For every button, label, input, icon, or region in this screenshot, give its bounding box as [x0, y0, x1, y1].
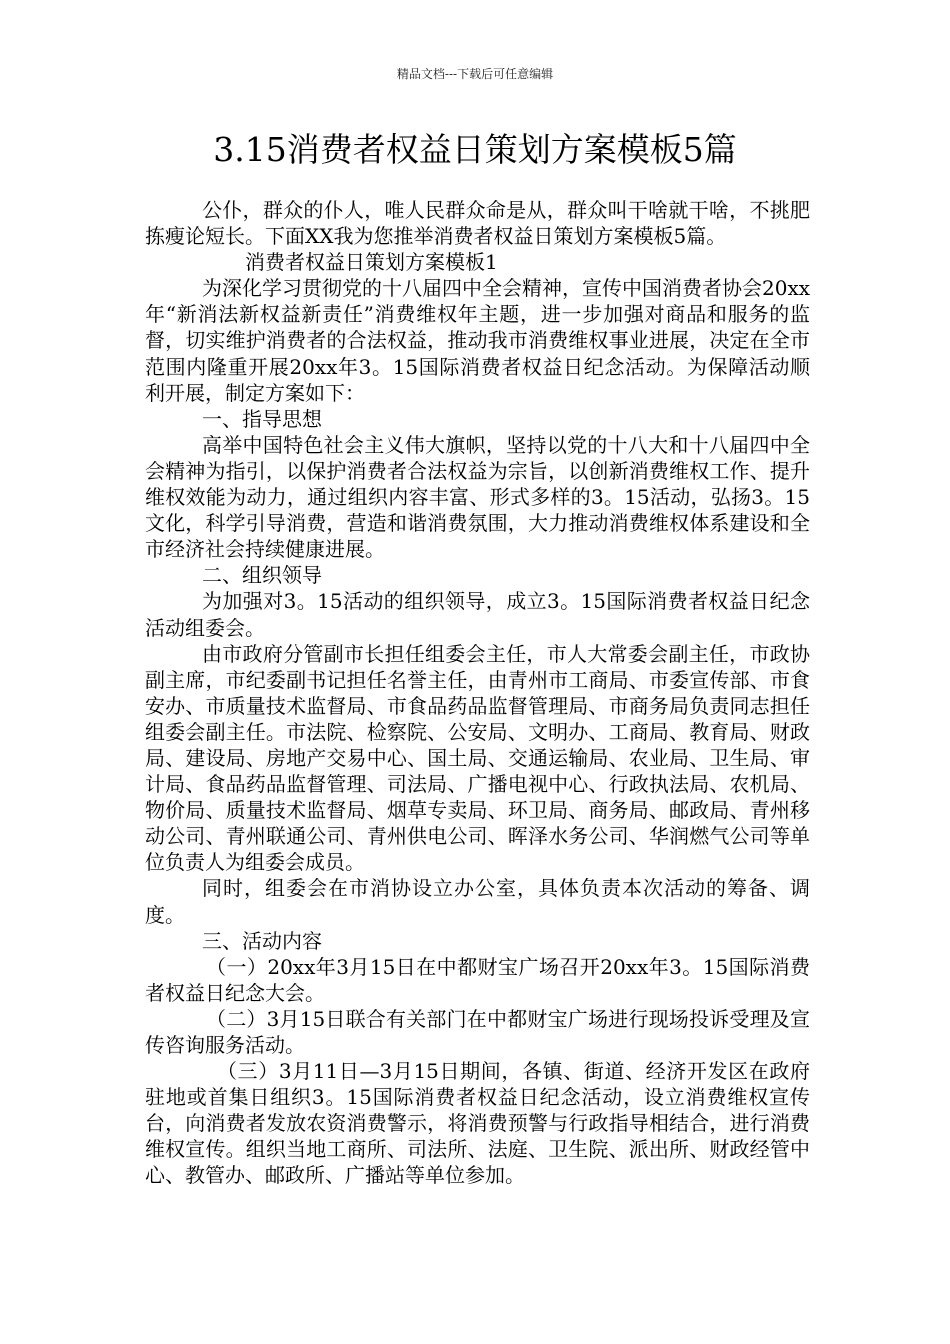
body-paragraph-guiding-ideology: 高举中国特色社会主义伟大旗帜，坚持以党的十八大和十八届四中全会精神为指引，以保护消费者合法权益为宗旨，以创新消费维权工作、提升维权效能为动力，通过组织内容丰富、形式多样的3。15活动，弘扬3。15文化，科学引导消费，营造和谐消费氛围，大力推动消费维权体系建设和全市经济社会持续健康进展。: [145, 432, 810, 562]
body-paragraph-committee: 为加强对3。15活动的组织领导，成立3。15国际消费者权益日纪念活动组委会。: [145, 589, 810, 640]
body-paragraph-office: 同时，组委会在市消协设立办公室，具体负责本次活动的筹备、调度。: [145, 876, 810, 927]
section-subtitle-template-1: 消费者权益日策划方案模板1: [245, 250, 498, 275]
section-heading-organization: 二、组织领导: [202, 563, 322, 588]
body-paragraph-committee-members: 由市政府分管副市长担任组委会主任，市人大常委会副主任，市政协副主席，市纪委副书记担任名誉主任，由青州市工商局、市委宣传部、市食安办、市质量技术监督局、市食品药品监督管理局、市商务局负责同志担任组委会副主任。市法院、检察院、公安局、文明办、工商局、教育局、财政局、建设局、房地产交易中心、国土局、交通运输局、农业局、卫生局、审计局、食品药品监督管理、司法局、广播电视中心、行政执法局、农机局、物价局、质量技术监督局、烟草专卖局、环卫局、商务局、邮政局、青州移动公司、青州联通公司、青州供电公司、晖泽水务公司、华润燃气公司等单位负责人为组委会成员。: [145, 641, 810, 875]
document-title: 3.15消费者权益日策划方案模板5篇: [213, 130, 737, 169]
document-body: [145, 197, 810, 1189]
activity-item-2: （二）3月15日联合有关部门在中都财宝广场进行现场投诉受理及宣传咨询服务活动。: [145, 1006, 810, 1057]
intro-paragraph: 公仆，群众的仆人，唯人民群众命是从，群众叫干啥就干啥，不挑肥拣瘦论短长。下面XX我为您推举消费者权益日策划方案模板5篇。: [145, 198, 810, 249]
body-paragraph-purpose: 为深化学习贯彻党的十八届四中全会精神，宣传中国消费者协会20xx年“新消法新权益新责任”消费维权年主题，进一步加强对商品和服务的监督，切实维护消费者的合法权益，推动我市消费维权事业进展，决定在全市范围内隆重开展20xx年3。15国际消费者权益日纪念活动。为保障活动顺利开展，制定方案如下：: [145, 276, 811, 405]
page-header-watermark: 精品文档---下载后可任意编辑: [396, 67, 554, 81]
section-heading-activities: 三、活动内容: [202, 928, 322, 953]
activity-item-1: （一）20xx年3月15日在中都财宝广场召开20xx年3。15国际消费者权益日纪念大会。: [145, 954, 810, 1005]
activity-item-3: （三）3月11日—3月15日期间，各镇、街道、经济开发区在政府驻地或首集日组织3。15国际消费者权益日纪念活动，设立消费维权宣传台，向消费者发放农资消费警示，将消费预警与行政指导相结合，进行消费维权宣传。组织当地工商所、司法所、法庭、卫生院、派出所、财政经管中心、教管办、邮政所、广播站等单位参加。: [145, 1059, 810, 1188]
section-heading-guiding-ideology: 一、指导思想: [202, 406, 322, 431]
